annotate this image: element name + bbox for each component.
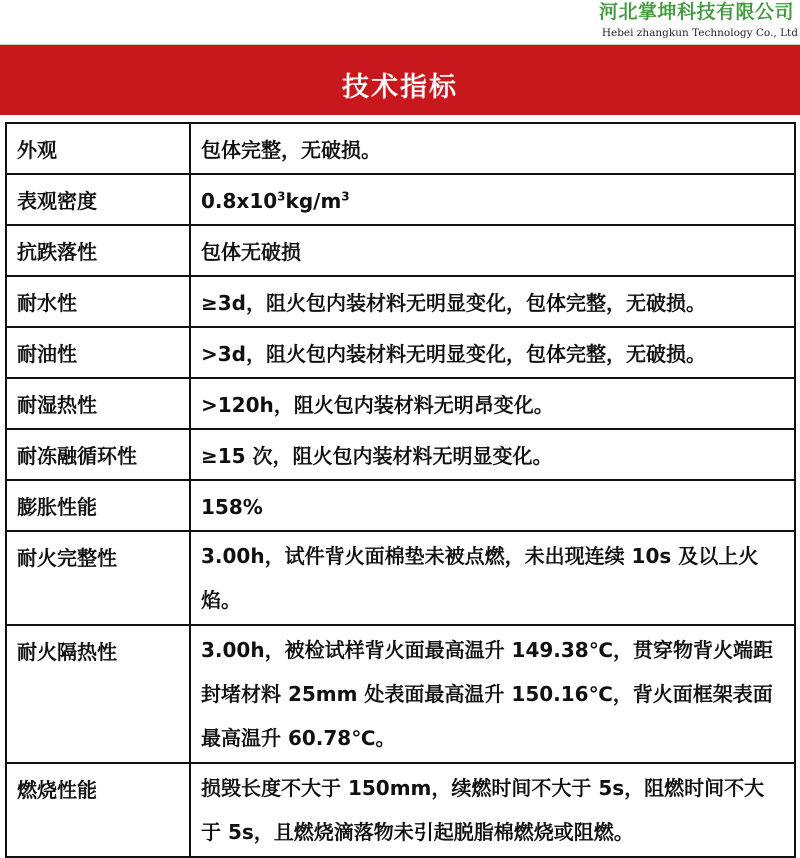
- spec-value: 3.00h，被检试样背火面最高温升 149.38℃，贯穿物背火端距封堵材料 25mm 处表面最高温升 150.16℃，背火面框架表面最高温升 60.78℃。: [190, 625, 795, 763]
- table-row: [6, 763, 795, 857]
- spec-label: 耐水性: [6, 276, 190, 327]
- table-row: [6, 123, 795, 174]
- table-row: [6, 225, 795, 276]
- density-unit: kg/m: [285, 189, 342, 213]
- table-row: [6, 531, 795, 625]
- title-banner: [0, 45, 800, 115]
- density-exp1: 3: [277, 189, 286, 204]
- spec-value: 158%: [190, 480, 795, 531]
- spec-label: 耐油性: [6, 327, 190, 378]
- banner-title: 技术指标: [342, 71, 458, 103]
- table-row: [6, 625, 795, 763]
- spec-value: ≥15 次，阻火包内装材料无明显变化。: [190, 429, 795, 480]
- spec-label: 表观密度: [6, 174, 190, 225]
- spec-label: 耐火隔热性: [6, 625, 190, 763]
- density-exp2: 3: [341, 189, 350, 204]
- table-row: [6, 480, 795, 531]
- spec-label: 耐湿热性: [6, 378, 190, 429]
- spec-label: 燃烧性能: [6, 763, 190, 857]
- spec-value-density: [190, 174, 795, 225]
- spec-value: 损毁长度不大于 150mm，续燃时间不大于 5s，阻燃时间不大于 5s，且燃烧滴落物未引起脱脂棉燃烧或阻燃。: [190, 763, 795, 857]
- table-row: [6, 429, 795, 480]
- table-row: [6, 174, 795, 225]
- spec-label: 膨胀性能: [6, 480, 190, 531]
- spec-value: 3.00h，试件背火面棉垫未被点燃，未出现连续 10s 及以上火焰。: [190, 531, 795, 625]
- table-row: [6, 378, 795, 429]
- spec-value: >120h，阻火包内装材料无明昂变化。: [190, 378, 795, 429]
- spec-label: 外观: [6, 123, 190, 174]
- table-row: [6, 327, 795, 378]
- spec-value: 包体无破损: [190, 225, 795, 276]
- company-name-en: Hebei zhangkun Technology Co., Ltd: [601, 27, 798, 39]
- spec-value: ≥3d，阻火包内装材料无明显变化，包体完整，无破损。: [190, 276, 795, 327]
- table-row: [6, 276, 795, 327]
- spec-table: [5, 122, 796, 858]
- spec-value: >3d，阻火包内装材料无明显变化，包体完整，无破损。: [190, 327, 795, 378]
- spec-label: 抗跌落性: [6, 225, 190, 276]
- spec-label: 耐火完整性: [6, 531, 190, 625]
- company-name-cn: 河北掌坤科技有限公司: [598, 1, 794, 23]
- spec-label: 耐冻融循环性: [6, 429, 190, 480]
- density-prefix: 0.8x10: [201, 189, 278, 213]
- spec-value: 包体完整，无破损。: [190, 123, 795, 174]
